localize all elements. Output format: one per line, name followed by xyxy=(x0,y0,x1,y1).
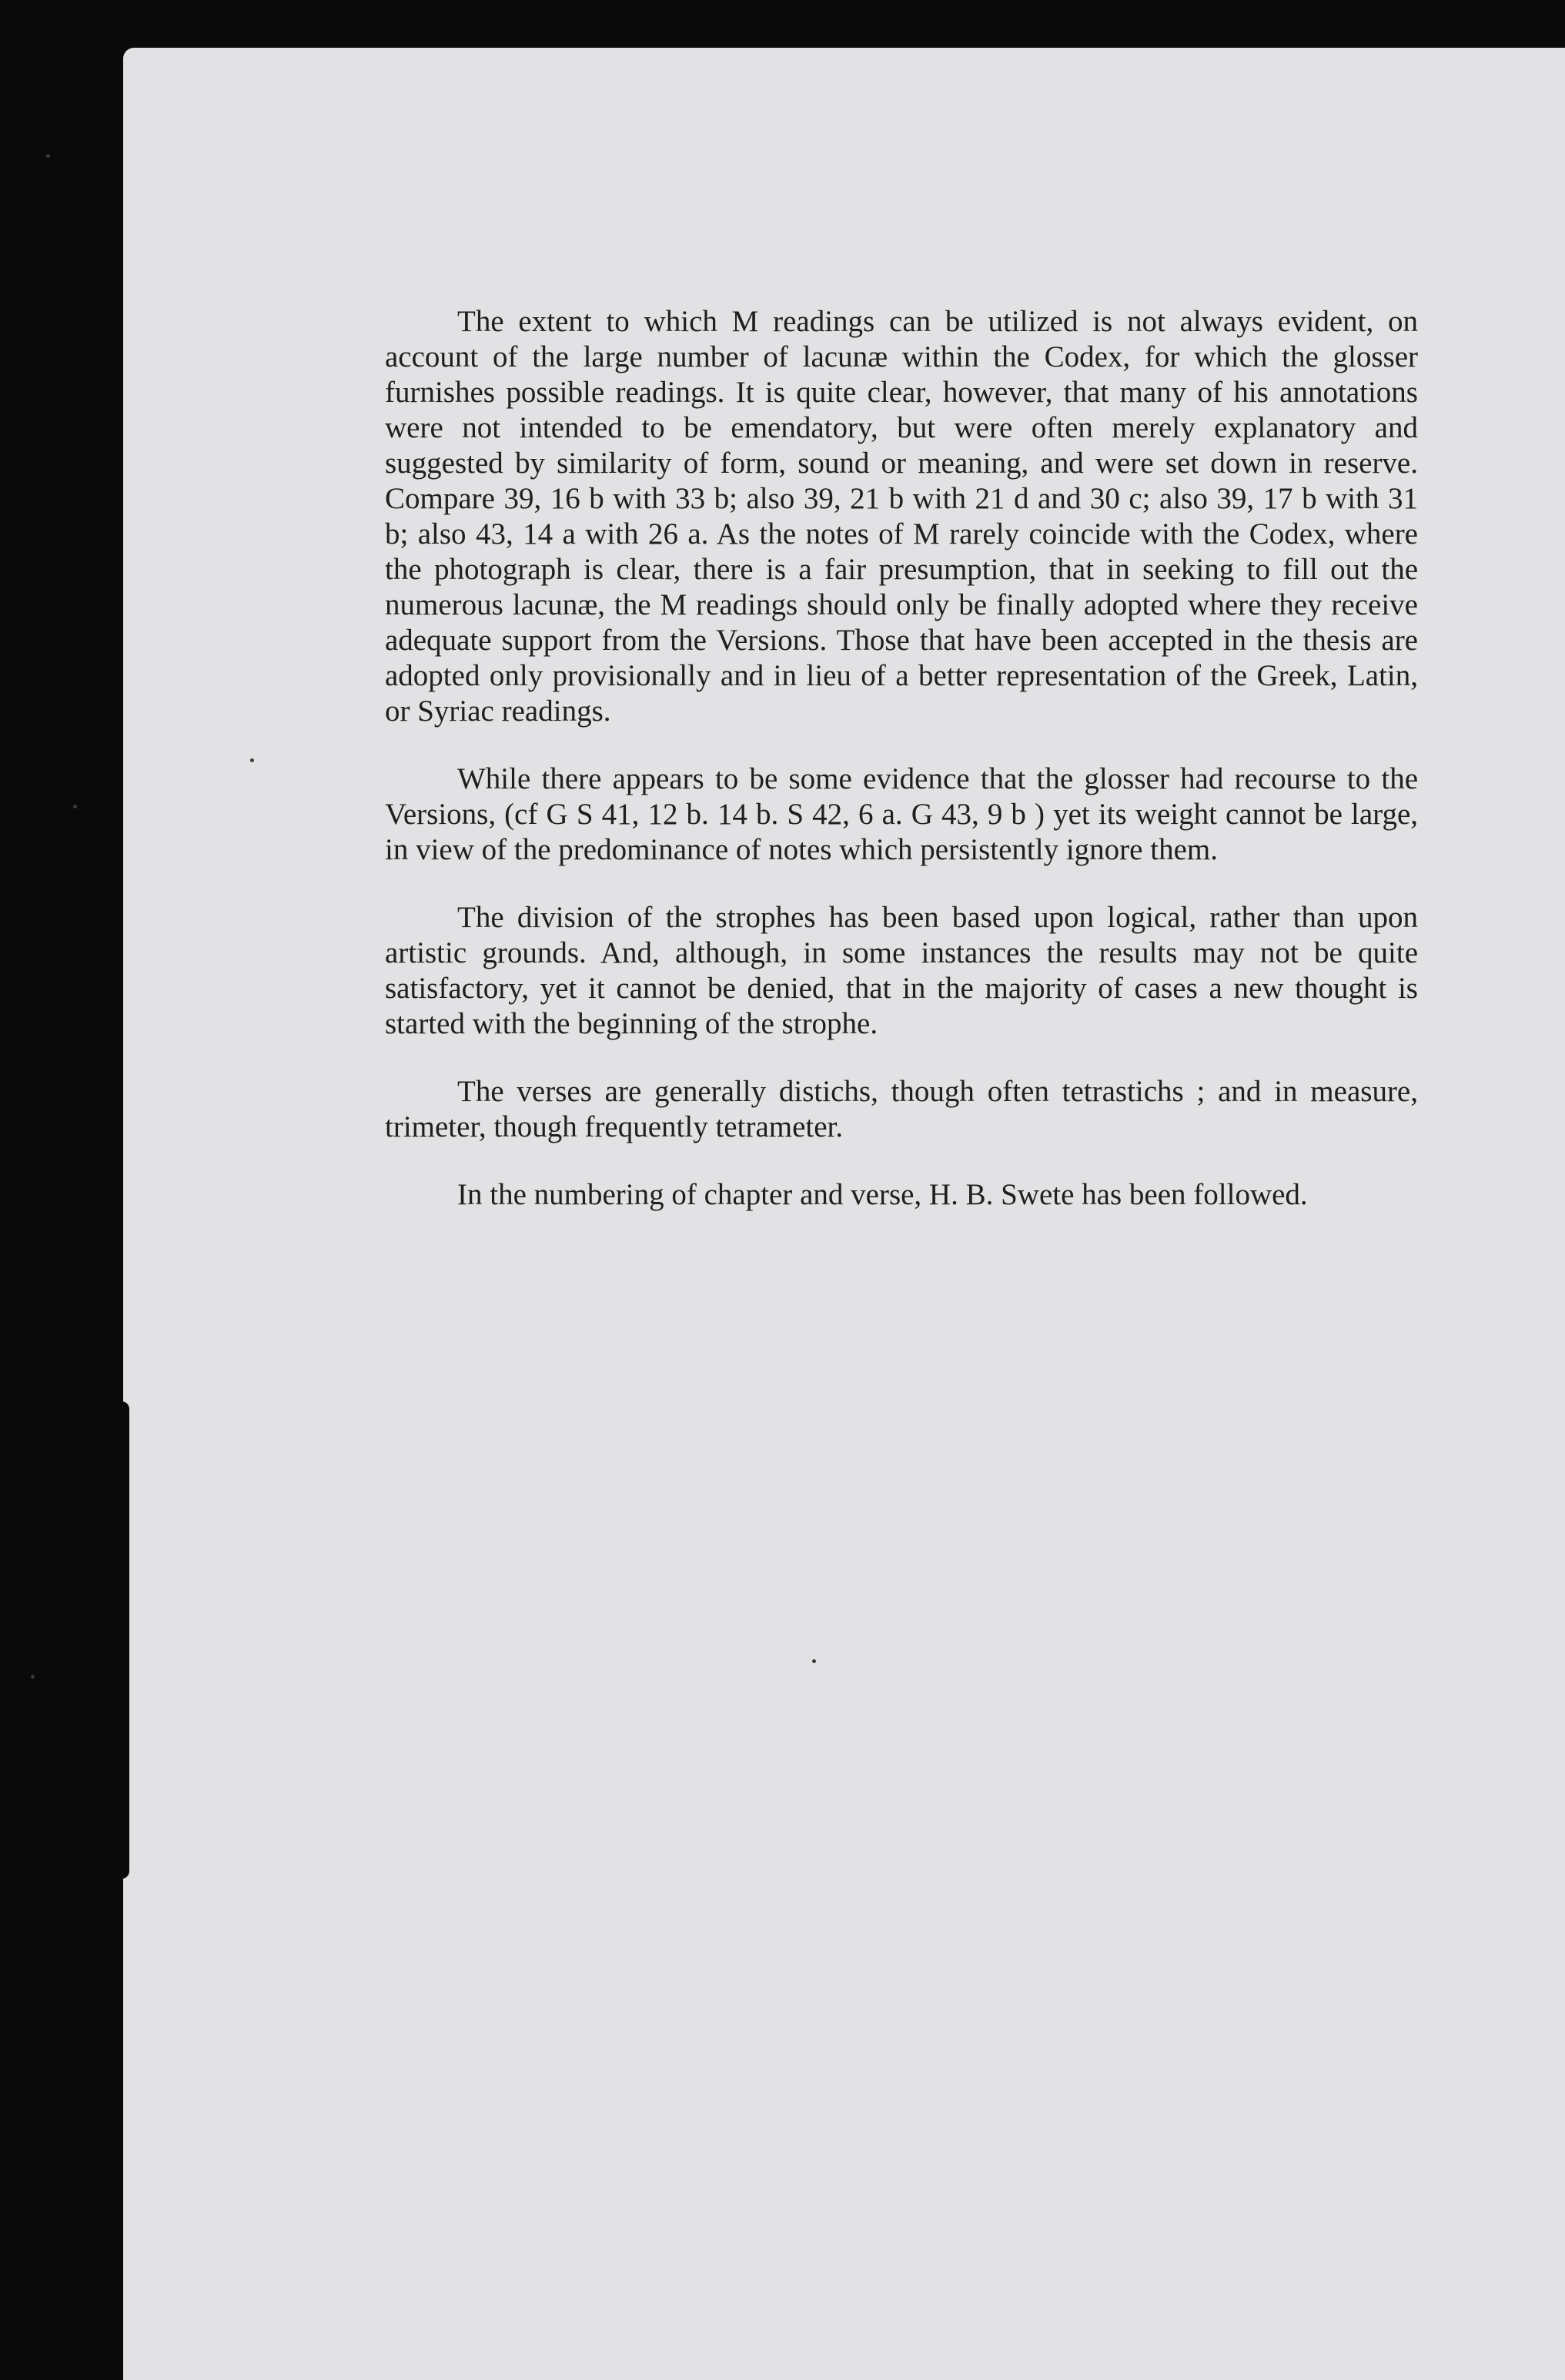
scan-speck xyxy=(250,758,254,762)
document-body xyxy=(385,304,1418,1245)
paragraph-versions: While there appears to be some evidence that the glosser had recourse to the Versions, (cf G S 41, 12 b. 14 b. S 42, 6 a. G 43, 9 b ) yet its weight cannot be large, in view of the predominance of notes which persistently ignore them. xyxy=(385,762,1418,866)
paragraph-verses: The verses are generally distichs, though often tetrastichs ; and in measure, trimeter, though frequently tetrameter. xyxy=(385,1075,1418,1143)
paragraph-strophes: The division of the strophes has been based upon logical, rather than upon artistic grounds. And, although, in some instances the results may not be quite satisfactory, yet it cannot be denied, that in the majority of cases a new thought is started with the beginning of the strophe. xyxy=(385,901,1418,1040)
scan-speck xyxy=(46,154,50,158)
scan-speck xyxy=(31,1675,35,1679)
paragraph-m-readings: The extent to which M readings can be utilized is not always evident, on account of the large number of lacunæ within the Codex, for which the glosser furnishes possible readings. It is quite clear, however, that many of his annotations were not intended to be emendatory, but were often merely explanatory and suggested by similarity of form, sound or meaning, and were set down in reserve. Compare 39, 16 b with 33 b; also 39, 21 b with 21 d and 30 c; also 39, 17 b with 31 b; also 43, 14 a with 26 a. As the notes of M rarely coincide with the Codex, where the photograph is clear, there is a fair presumption, that in seeking to fill out the numerous lacunæ, the M readings should only be finally adopted where they receive adequate support from the Versions. Those that have been accepted in the thesis are adopted only provisionally and in lieu of a better representation of the Greek, Latin, or Syriac readings. xyxy=(385,305,1418,728)
paragraph-numbering: In the numbering of chapter and verse, H. B. Swete has been followed. xyxy=(457,1178,1308,1211)
page-edge-shadow xyxy=(115,1401,129,1879)
scan-speck xyxy=(73,805,77,808)
scan-speck xyxy=(812,1659,816,1663)
